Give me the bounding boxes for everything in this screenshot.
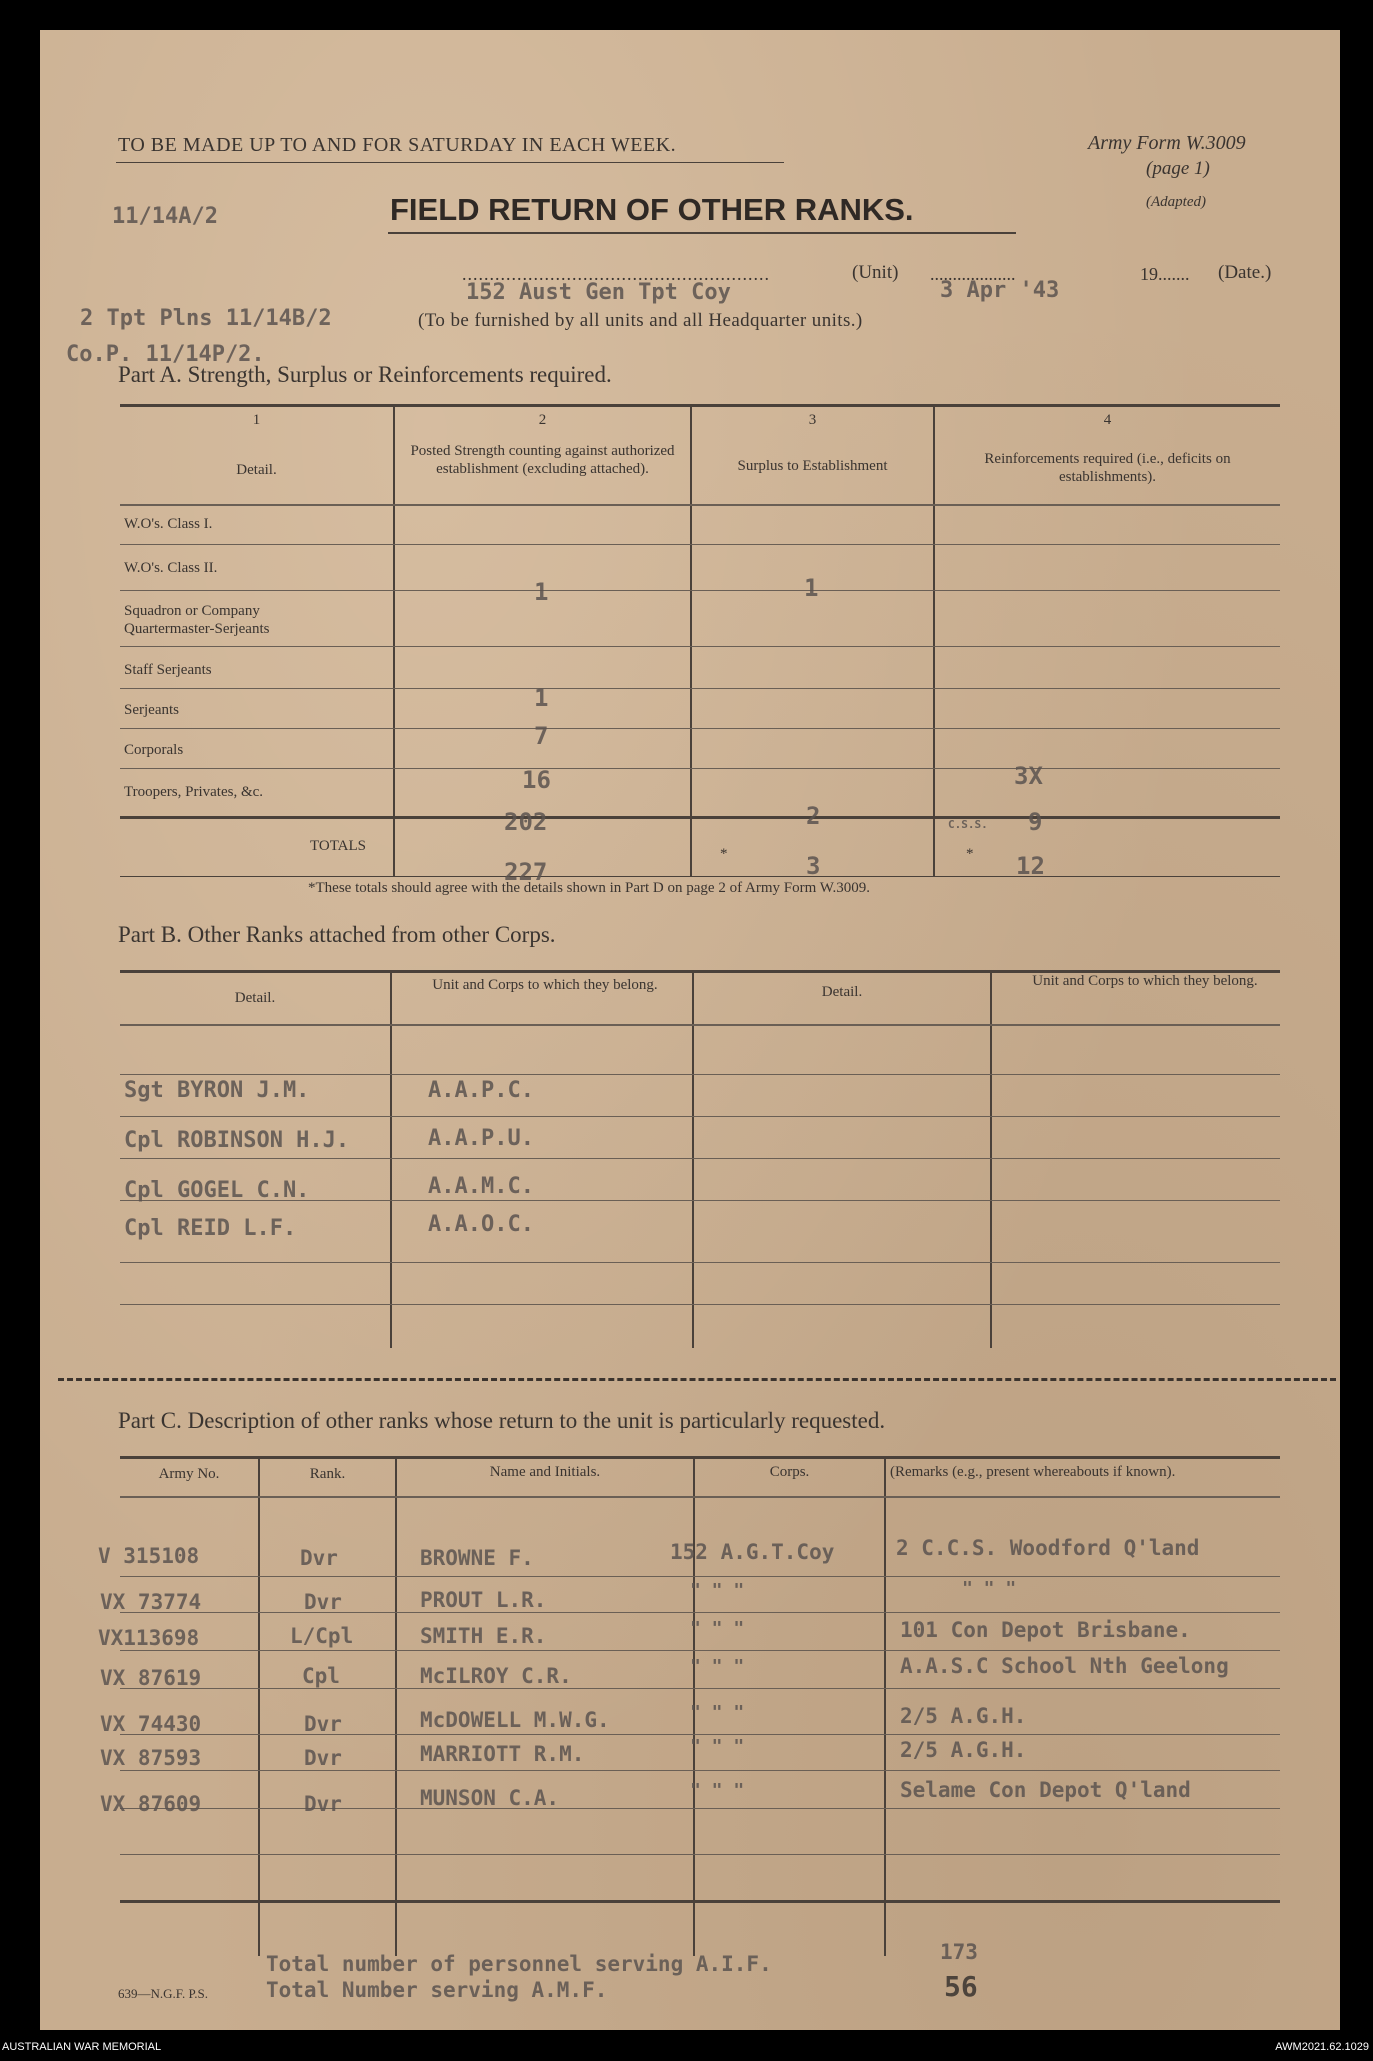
attached-unit-1: A.A.P.C. <box>428 1078 534 1103</box>
reinf-privates: 9 <box>1028 808 1043 836</box>
attached-unit-2: A.A.P.U. <box>428 1126 534 1151</box>
posted-serjeants: 7 <box>534 722 549 750</box>
army-no-1: V 315108 <box>98 1544 200 1568</box>
row-staff-serjeants: Staff Serjeants <box>124 662 212 678</box>
part-a-footnote: *These totals should agree with the details shown in Part D on page 2 of Army Form W.3009. <box>308 880 871 896</box>
part-a-bottom-rule <box>120 876 1280 877</box>
row-rule <box>120 1734 1280 1735</box>
row-rule <box>120 1116 1280 1117</box>
row-cqms: Squadron or Company Quartermaster-Serjeants <box>124 603 270 637</box>
corps-6: " " " <box>690 1736 745 1757</box>
part-b-header-detail-1: Detail. <box>234 990 276 1006</box>
part-b-divider-3 <box>990 970 992 1348</box>
part-c-title: Part C. Description of other ranks whose return to the unit is particularly requested. <box>118 1408 886 1433</box>
rank-1: Dvr <box>300 1546 338 1570</box>
rank-4: Cpl <box>302 1664 340 1688</box>
posted-staff-sjt: 1 <box>534 684 549 712</box>
header-surplus: Surplus to Establishment <box>737 458 888 474</box>
part-b-title: Part B. Other Ranks attached from other Corps. <box>118 922 556 947</box>
form-page: (page 1) <box>1146 158 1210 179</box>
remarks-6: 2/5 A.G.H. <box>900 1738 1027 1762</box>
totals-rule <box>120 816 1280 819</box>
corps-5: " " " <box>690 1702 745 1723</box>
part-a-top-rule <box>120 404 1280 407</box>
row-rule <box>120 1612 1280 1613</box>
row-rule <box>120 1262 1280 1263</box>
name-6: MARRIOTT R.M. <box>420 1742 585 1766</box>
remarks-1: 2 C.C.S. Woodford Q'land <box>896 1536 1200 1560</box>
row-rule <box>120 1650 1280 1651</box>
remarks-5: 2/5 A.G.H. <box>900 1704 1027 1728</box>
part-a-divider-1 <box>393 404 395 876</box>
part-b-divider-2 <box>692 970 694 1348</box>
date-label: (Date.) <box>1218 262 1272 283</box>
attached-detail-4: Cpl REID L.F. <box>124 1216 297 1241</box>
army-no-6: VX 87593 <box>100 1746 202 1770</box>
instruction-underline <box>116 162 784 163</box>
part-c-header-army-no: Army No. <box>158 1466 220 1482</box>
header-posted-strength: Posted Strength counting against authorized establishment (excluding attached). <box>410 443 675 477</box>
name-7: MUNSON C.A. <box>420 1786 560 1810</box>
part-c-header-name: Name and Initials. <box>489 1464 601 1480</box>
army-no-4: VX 87619 <box>100 1666 202 1690</box>
print-code: 639—N.G.F. P.S. <box>118 1986 208 2001</box>
part-a-divider-3 <box>933 404 935 876</box>
file-reference: 11/14A/2 <box>112 204 218 229</box>
total-reinf-asterisk: * <box>966 846 974 862</box>
total-aif-value: 173 <box>940 1940 978 1964</box>
posted-corporals: 16 <box>522 766 551 794</box>
perforation-line <box>58 1378 1336 1381</box>
corps-3: " " " <box>690 1618 745 1639</box>
attached-unit-3: A.A.M.C. <box>428 1174 534 1199</box>
part-b-header-unit-1: Unit and Corps to which they belong. <box>432 977 658 993</box>
row-corporals: Corporals <box>124 742 184 758</box>
unit-value: 152 Aust Gen Tpt Coy <box>466 280 731 305</box>
posted-wo2: 1 <box>534 578 549 606</box>
total-surplus: 3 <box>806 852 821 880</box>
col-num-3: 3 <box>808 412 817 428</box>
rank-2: Dvr <box>304 1590 342 1614</box>
date-dots: ................... <box>930 264 1016 284</box>
row-rule <box>120 1808 1280 1809</box>
corps-1: 152 A.G.T.Coy <box>670 1540 835 1564</box>
footer-accession-id: AWM2021.62.1029 <box>1275 2041 1369 2053</box>
total-reinf: 12 <box>1016 852 1045 880</box>
part-a-title: Part A. Strength, Surplus or Reinforcements required. <box>118 362 612 387</box>
row-rule <box>120 1854 1280 1855</box>
col-num-1: 1 <box>252 412 261 428</box>
part-a-header-rule <box>120 504 1280 506</box>
row-rule <box>120 1688 1280 1689</box>
part-c-header-rule <box>120 1496 1280 1498</box>
header-detail: Detail. <box>236 462 277 478</box>
army-no-5: VX 74430 <box>100 1712 202 1736</box>
row-wo-class-2: W.O's. Class II. <box>124 560 218 576</box>
date-value: 3 Apr '43 <box>940 278 1060 303</box>
total-amf-text: Total Number serving A.M.F. <box>266 1978 608 2002</box>
attached-detail-2: Cpl ROBINSON H.J. <box>124 1128 350 1153</box>
row-wo-class-1: W.O's. Class I. <box>124 516 213 532</box>
remarks-3: 101 Con Depot Brisbane. <box>900 1618 1191 1642</box>
rank-7: Dvr <box>304 1792 342 1816</box>
reinf-note: C.S.S. <box>948 818 988 831</box>
furnish-note: (To be furnished by all units and all Headquarter units.) <box>418 310 863 331</box>
rank-6: Dvr <box>304 1746 342 1770</box>
name-4: McILROY C.R. <box>420 1664 572 1688</box>
part-c-divider-1 <box>258 1456 260 1956</box>
army-no-7: VX 87609 <box>100 1792 202 1816</box>
page-title: FIELD RETURN OF OTHER RANKS. <box>390 192 914 227</box>
form-adapted: (Adapted) <box>1146 194 1206 210</box>
part-b-header-rule <box>120 1024 1280 1026</box>
name-5: McDOWELL M.W.G. <box>420 1708 610 1732</box>
surplus-wo2: 1 <box>804 574 819 602</box>
rank-5: Dvr <box>304 1712 342 1736</box>
corps-7: " " " <box>690 1780 745 1801</box>
part-c-divider-4 <box>884 1456 886 1956</box>
part-c-top-rule <box>120 1456 1280 1459</box>
remarks-2: " " " <box>962 1578 1017 1599</box>
row-rule <box>120 544 1280 545</box>
unit-label: (Unit) <box>852 262 899 283</box>
army-no-2: VX 73774 <box>100 1590 202 1614</box>
totals-label: TOTALS <box>310 838 367 854</box>
unit-dots: ........................................................ <box>462 264 770 284</box>
row-rule <box>120 1304 1280 1305</box>
part-b-divider-1 <box>390 970 392 1348</box>
part-c-divider-2 <box>395 1456 397 1956</box>
row-rule <box>120 1158 1280 1159</box>
posted-privates: 202 <box>504 808 548 836</box>
platoon-reference: 2 Tpt Plns 11/14B/2 <box>80 306 332 331</box>
part-c-header-remarks: (Remarks (e.g., present whereabouts if known). <box>890 1464 1176 1480</box>
form-name: Army Form W.3009 <box>1088 132 1246 154</box>
part-c-header-rank: Rank. <box>309 1466 346 1482</box>
part-b-header-unit-2: Unit and Corps to which they belong. <box>1032 973 1258 989</box>
surplus-privates: 2 <box>806 802 821 830</box>
name-3: SMITH E.R. <box>420 1624 547 1648</box>
corps-4: " " " <box>690 1656 745 1677</box>
instruction-text: TO BE MADE UP TO AND FOR SATURDAY IN EACH WEEK. <box>118 134 677 156</box>
remarks-7: Selame Con Depot Q'land <box>900 1778 1191 1802</box>
name-1: BROWNE F. <box>420 1546 534 1570</box>
reinf-corporals: 3X <box>1014 762 1043 790</box>
row-rule <box>120 768 1280 769</box>
col-num-2: 2 <box>538 412 547 428</box>
attached-detail-1: Sgt BYRON J.M. <box>124 1078 310 1103</box>
attached-unit-4: A.A.O.C. <box>428 1212 534 1237</box>
row-rule <box>120 1576 1280 1577</box>
army-no-3: VX113698 <box>98 1626 200 1650</box>
rank-3: L/Cpl <box>290 1624 354 1648</box>
company-reference: Co.P. 11/14P/2. <box>66 342 265 367</box>
row-rule <box>120 688 1280 689</box>
title-underline <box>388 232 1016 234</box>
total-amf-value: 56 <box>944 1970 978 2003</box>
footer-archive-name: AUSTRALIAN WAR MEMORIAL <box>2 2041 162 2053</box>
row-privates: Troopers, Privates, &c. <box>124 784 264 800</box>
total-posted-asterisk: * <box>720 846 728 862</box>
total-posted: 227 <box>504 858 548 886</box>
part-c-header-corps: Corps. <box>769 1464 810 1480</box>
corps-2: " " " <box>690 1580 745 1601</box>
row-rule <box>120 1770 1280 1771</box>
row-rule <box>120 646 1280 647</box>
year-label: 19....... <box>1140 264 1190 284</box>
col-num-4: 4 <box>1103 412 1112 428</box>
row-serjeants: Serjeants <box>124 702 179 718</box>
row-rule <box>120 590 1280 591</box>
row-rule <box>120 728 1280 729</box>
row-rule <box>120 1074 1280 1075</box>
name-2: PROUT L.R. <box>420 1588 547 1612</box>
part-c-bottom-rule <box>120 1900 1280 1903</box>
attached-detail-3: Cpl GOGEL C.N. <box>124 1178 310 1203</box>
header-reinforcements: Reinforcements required (i.e., deficits on establishments). <box>984 451 1231 485</box>
total-aif-text: Total number of personnel serving A.I.F. <box>266 1952 772 1976</box>
remarks-4: A.A.S.C School Nth Geelong <box>900 1654 1229 1678</box>
part-b-header-detail-2: Detail. <box>821 984 863 1000</box>
